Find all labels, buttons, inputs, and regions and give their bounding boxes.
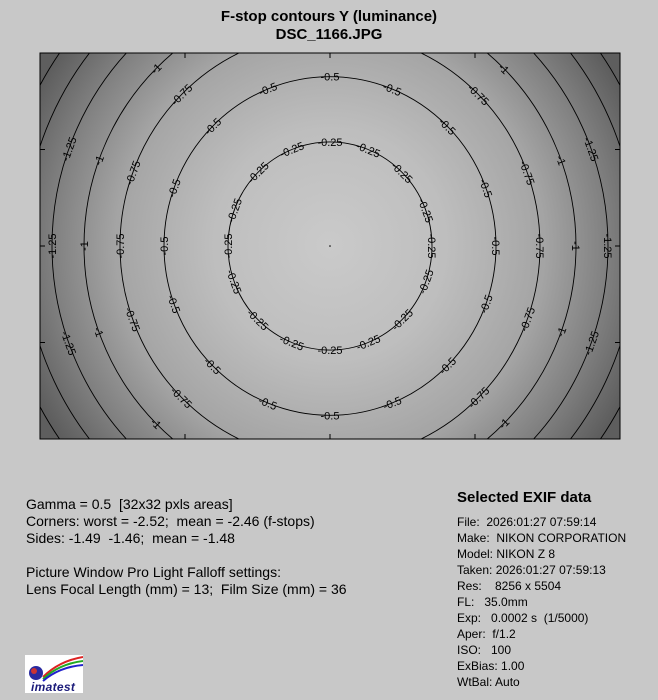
contour-label: -1.25 [580, 135, 601, 164]
pw-settings-values: Lens Focal Length (mm) = 13; Film Size (mm) = 36 [26, 581, 347, 597]
chart-subtitle: DSC_1166.JPG [275, 26, 383, 43]
contour-label: -1 [552, 153, 568, 168]
exif-row: FL: 35.0mm [457, 595, 528, 609]
contour-label: -0.25 [223, 233, 235, 259]
contour-label: -0.25 [244, 307, 271, 334]
exif-row: Make: NIKON CORPORATION [457, 531, 627, 545]
contour-label: -0.75 [121, 305, 142, 334]
contour-label: -1.25 [601, 233, 613, 259]
contour-label: -0.5 [489, 236, 501, 256]
contour-label: -0.25 [278, 140, 307, 161]
contour-label: -0.25 [353, 140, 382, 161]
contour-label: -1.25 [59, 135, 80, 164]
contour-label: -1 [569, 241, 581, 251]
contour-label: -0.5 [202, 116, 225, 138]
gamma-text: Gamma = 0.5 [32x32 pxls areas] [26, 496, 233, 512]
chart-title: F-stop contours Y (luminance) [220, 8, 438, 25]
contour-label: -0.25 [245, 160, 272, 187]
exif-row: File: 2026:01:27 07:59:14 [457, 515, 597, 529]
contour-label: -0.75 [169, 82, 196, 109]
contour-label: -0.75 [533, 233, 545, 259]
contour-label: -0.25 [225, 196, 246, 225]
sides-text: Sides: -1.49 -1.46; mean = -1.48 [26, 530, 235, 546]
exif-row: Exp: 0.0002 s (1/5000) [457, 611, 589, 625]
contour-label: -0.75 [123, 159, 144, 187]
contour-label: -0.25 [425, 233, 437, 259]
contour-label: -0.75 [464, 82, 491, 109]
exif-row: Taken: 2026:01:27 07:59:13 [457, 563, 606, 577]
contour-label: -1 [147, 416, 164, 432]
contour-label: -0.5 [478, 293, 496, 316]
exif-row: Res: 8256 x 5504 [457, 579, 562, 593]
contour-label: -0.25 [388, 160, 415, 187]
contour-label: -0.5 [476, 177, 494, 200]
contour-label: -1 [495, 61, 511, 77]
contour-label: -1 [149, 61, 165, 77]
exif-list [457, 514, 626, 690]
exif-row: Aper: f/1.2 [457, 627, 516, 641]
contour-label: -0.75 [167, 385, 194, 412]
contour-label: -0.5 [435, 116, 458, 138]
contour-label: -1 [496, 416, 513, 432]
contour-label: -0.25 [416, 268, 437, 296]
exif-row: WtBal: Auto [457, 675, 520, 689]
contour-label: -0.5 [437, 355, 460, 378]
contour-label: -0.5 [164, 293, 182, 316]
contour-label: -0.5 [166, 177, 184, 200]
contour-label: -0.5 [380, 80, 403, 100]
logo-text: imatest [31, 680, 76, 694]
corners-text: Corners: worst = -2.52; mean = -2.46 (f-stops) [26, 513, 315, 529]
contour-label: -1 [79, 241, 91, 251]
contour-label: -1.25 [57, 329, 78, 358]
contour-label: -0.25 [277, 333, 306, 354]
contour-label: -1 [554, 325, 570, 339]
contour-label: -0.5 [257, 80, 280, 100]
contour-label: -0.5 [256, 394, 279, 414]
contour-label: -0.5 [381, 394, 404, 414]
exif-row: Model: NIKON Z 8 [457, 547, 556, 561]
contour-label: -1.25 [582, 329, 603, 358]
contour-label: -0.75 [518, 305, 539, 334]
contour-label: -0.5 [159, 236, 171, 256]
exif-title: Selected EXIF data [457, 489, 592, 506]
pw-settings-title: Picture Window Pro Light Falloff settings: [26, 564, 281, 580]
contour-label: -0.75 [516, 159, 537, 187]
contour-label: -0.25 [414, 196, 435, 225]
contour-label: -0.25 [317, 136, 343, 149]
contour-label: -1.25 [47, 233, 59, 259]
contour-label: -0.5 [200, 355, 223, 378]
contour-label: -0.25 [223, 268, 244, 296]
contour-label: -0.5 [320, 71, 340, 84]
exif-row: ISO: 100 [457, 643, 512, 657]
contour-label: -1 [90, 325, 106, 339]
contour-label: -0.25 [389, 307, 416, 334]
exif-row: ExBias: 1.00 [457, 659, 525, 673]
contour-label: -0.75 [115, 233, 127, 259]
contour-label: -0.25 [354, 333, 383, 354]
contour-label: -1 [92, 153, 108, 168]
contour-label: -0.25 [317, 345, 343, 358]
contour-label: -0.75 [466, 385, 493, 412]
contour-label: -0.5 [320, 410, 340, 423]
center-mark [329, 245, 331, 247]
